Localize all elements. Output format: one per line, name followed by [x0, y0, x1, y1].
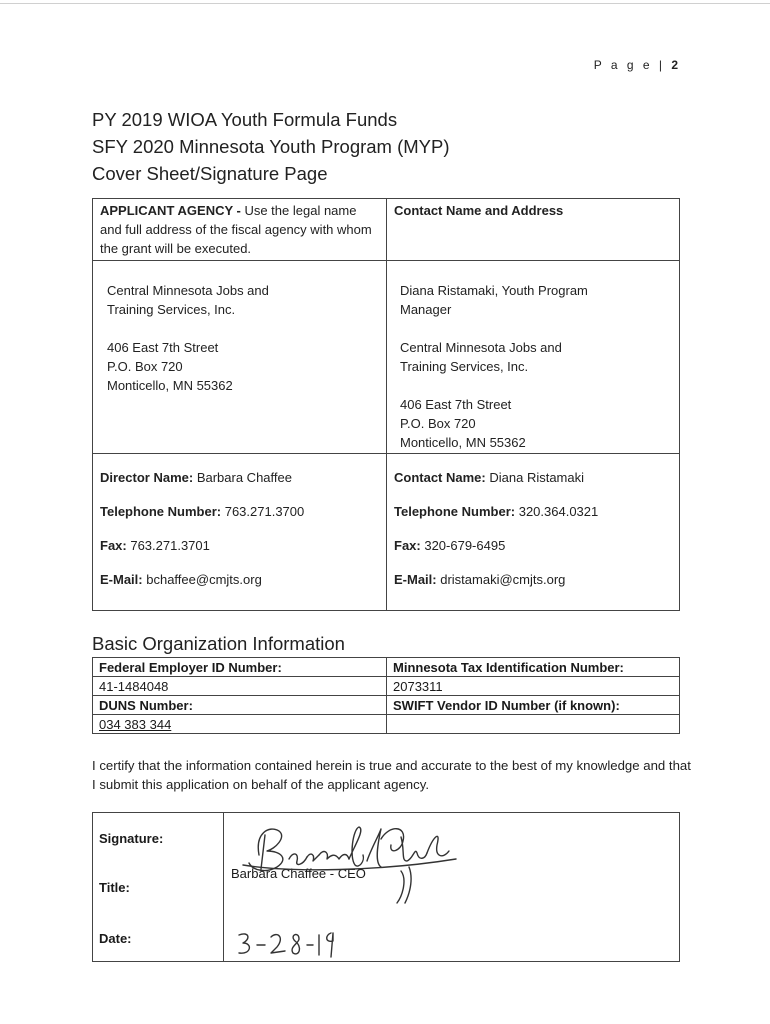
page-number	[594, 58, 678, 72]
contact-org-line-1: Central Minnesota Jobs and	[400, 340, 562, 355]
director-name-value: Barbara Chaffee	[193, 470, 292, 485]
applicant-email-label: E-Mail:	[100, 572, 143, 587]
org-row-2	[93, 677, 679, 696]
applicant-street: 406 East 7th Street	[107, 340, 219, 355]
contact-details	[394, 468, 674, 589]
applicant-contact-table	[92, 198, 680, 611]
applicant-phone-label: Telephone Number:	[100, 504, 222, 519]
applicant-agency-header	[100, 201, 378, 258]
title-line-3: Cover Sheet/Signature Page	[92, 163, 328, 184]
table-row-divider	[93, 260, 679, 261]
basic-org-title: Basic Organization Information	[92, 633, 345, 654]
applicant-name-line-2: Training Services, Inc.	[107, 302, 236, 317]
title-line-1: PY 2019 WIOA Youth Formula Funds	[92, 109, 398, 130]
duns-label: DUNS Number:	[99, 698, 193, 713]
contact-name-label: Contact Name:	[394, 470, 486, 485]
contact-name-line-2: Manager	[400, 302, 452, 317]
title-label: Title:	[99, 880, 130, 895]
fein-label: Federal Employer ID Number:	[99, 660, 282, 675]
contact-phone-label: Telephone Number:	[394, 504, 516, 519]
contact-city: Monticello, MN 55362	[400, 435, 526, 450]
applicant-address	[107, 281, 377, 395]
contact-email-field	[394, 570, 674, 589]
handwritten-signature	[231, 815, 466, 905]
page-number-value: 2	[671, 58, 678, 72]
mn-tax-label: Minnesota Tax Identification Number:	[393, 660, 624, 675]
org-row-3	[93, 696, 679, 715]
contact-fax-label: Fax:	[394, 538, 421, 553]
director-name-field	[100, 468, 380, 487]
title-value: Barbara Chaffee - CEO	[231, 866, 366, 881]
title-line-2: SFY 2020 Minnesota Youth Program (MYP)	[92, 136, 450, 157]
applicant-fax-value: 763.271.3701	[126, 538, 210, 553]
table-row-divider	[93, 453, 679, 454]
applicant-email-field	[100, 570, 380, 589]
signature-label: Signature:	[99, 831, 164, 846]
contact-header-text: Contact Name and Address	[394, 203, 564, 218]
contact-fax-field	[394, 536, 674, 555]
contact-org-line-2: Training Services, Inc.	[400, 359, 529, 374]
contact-email-label: E-Mail:	[394, 572, 437, 587]
contact-phone-field	[394, 502, 674, 521]
applicant-fax-field	[100, 536, 380, 555]
applicant-email-value: bchaffee@cmjts.org	[142, 572, 262, 587]
fein-value: 41-1484048	[99, 679, 169, 694]
contact-phone-value: 320.364.0321	[515, 504, 599, 519]
handwritten-date	[233, 927, 343, 963]
certification-statement: I certify that the information contained herein is true and accurate to the best of my knowledge and that I submit this application on behalf of the applicant agency.	[92, 758, 691, 792]
signature-table	[92, 812, 680, 962]
mn-tax-value: 2073311	[393, 679, 443, 694]
page-label: P a g e |	[593, 58, 665, 72]
applicant-fax-label: Fax:	[100, 538, 127, 553]
org-row-1	[93, 658, 679, 677]
contact-address	[400, 281, 670, 452]
swift-label: SWIFT Vendor ID Number (if known):	[393, 698, 620, 713]
applicant-phone-field	[100, 502, 380, 521]
applicant-name-line-1: Central Minnesota Jobs and	[107, 283, 269, 298]
director-name-label: Director Name:	[100, 470, 194, 485]
applicant-agency-header-bold: APPLICANT AGENCY -	[100, 203, 241, 218]
applicant-agency-header-text: Use the legal name and full address of the fiscal agency with whom the grant will be executed.	[100, 203, 372, 256]
contact-header	[394, 201, 563, 220]
signature-column-divider	[223, 813, 224, 961]
scan-edge-line	[0, 3, 770, 4]
contact-po-box: P.O. Box 720	[400, 416, 476, 431]
contact-email-value: dristamaki@cmjts.org	[436, 572, 566, 587]
contact-name-line-1: Diana Ristamaki, Youth Program	[400, 283, 588, 298]
date-label: Date:	[99, 931, 132, 946]
applicant-po-box: P.O. Box 720	[107, 359, 183, 374]
contact-name-field	[394, 468, 674, 487]
contact-name-value: Diana Ristamaki	[485, 470, 585, 485]
org-row-4	[93, 715, 679, 734]
basic-org-table	[92, 657, 680, 734]
duns-value: 034 383 344	[99, 717, 172, 732]
contact-street: 406 East 7th Street	[400, 397, 512, 412]
contact-fax-value: 320-679-6495	[420, 538, 506, 553]
applicant-contact-details	[100, 468, 380, 589]
applicant-phone-value: 763.271.3700	[221, 504, 305, 519]
applicant-city: Monticello, MN 55362	[107, 378, 233, 393]
document-title	[92, 106, 450, 187]
